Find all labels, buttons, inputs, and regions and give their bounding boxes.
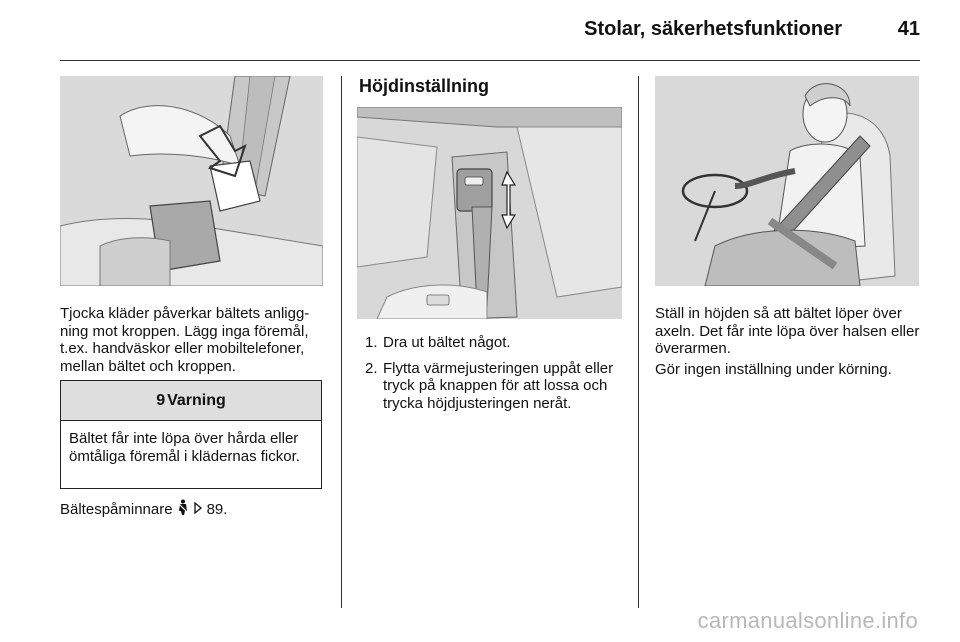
page-number: 41: [897, 18, 920, 40]
page-reference-arrow-icon: [193, 501, 203, 519]
step-number: 2.: [365, 359, 378, 377]
step-text: Dra ut bältet något.: [383, 334, 511, 351]
warning-box: [60, 380, 322, 489]
section-heading: Höjdinställning: [359, 76, 489, 96]
clothing-paragraph: Tjocka kläder påverkar bältets anliggning mot kroppen. Lägg inga föremål, t.ex. handväskor eller mobiltelefoner, mellan bältet och kroppen.: [60, 305, 310, 375]
step-number: 1.: [365, 334, 378, 351]
reminder-page-ref[interactable]: 89.: [206, 501, 228, 518]
height-adjuster-illustration: [357, 107, 622, 319]
buckle-illustration: [60, 76, 323, 286]
adjust-height-paragraph: Ställ in höjden så att bältet löper över axeln. Det får inte löpa över halsen eller överarmen.: [655, 305, 920, 357]
warning-triangle-icon: 9: [156, 391, 166, 409]
warning-title: Varning: [167, 391, 226, 409]
list-item: [359, 360, 624, 413]
warning-header: [61, 381, 321, 421]
column-divider-2: [638, 76, 639, 608]
warning-body: Bältet får inte löpa över hårda eller ömtåliga föremål i klädernas fickor.: [69, 430, 300, 465]
driver-belt-illustration: [655, 76, 919, 286]
column-divider-1: [341, 76, 342, 608]
no-adjust-while-driving-paragraph: Gör ingen inställning under körning.: [655, 361, 892, 378]
adjustment-steps: [359, 334, 624, 420]
watermark: carmanualsonline.info: [697, 608, 918, 633]
reminder-label: Bältespåminnare: [60, 501, 173, 518]
header-divider: [60, 60, 920, 61]
seatbelt-reminder-line: [60, 499, 325, 521]
list-item: [359, 334, 624, 352]
step-text: Flytta värmejusteringen uppåt eller tryck på knappen för att lossa och trycka höjdjusteringen neråt.: [383, 359, 614, 412]
page-header-title: Stolar, säkerhetsfunktioner: [584, 18, 842, 40]
seatbelt-person-icon: [177, 499, 189, 521]
